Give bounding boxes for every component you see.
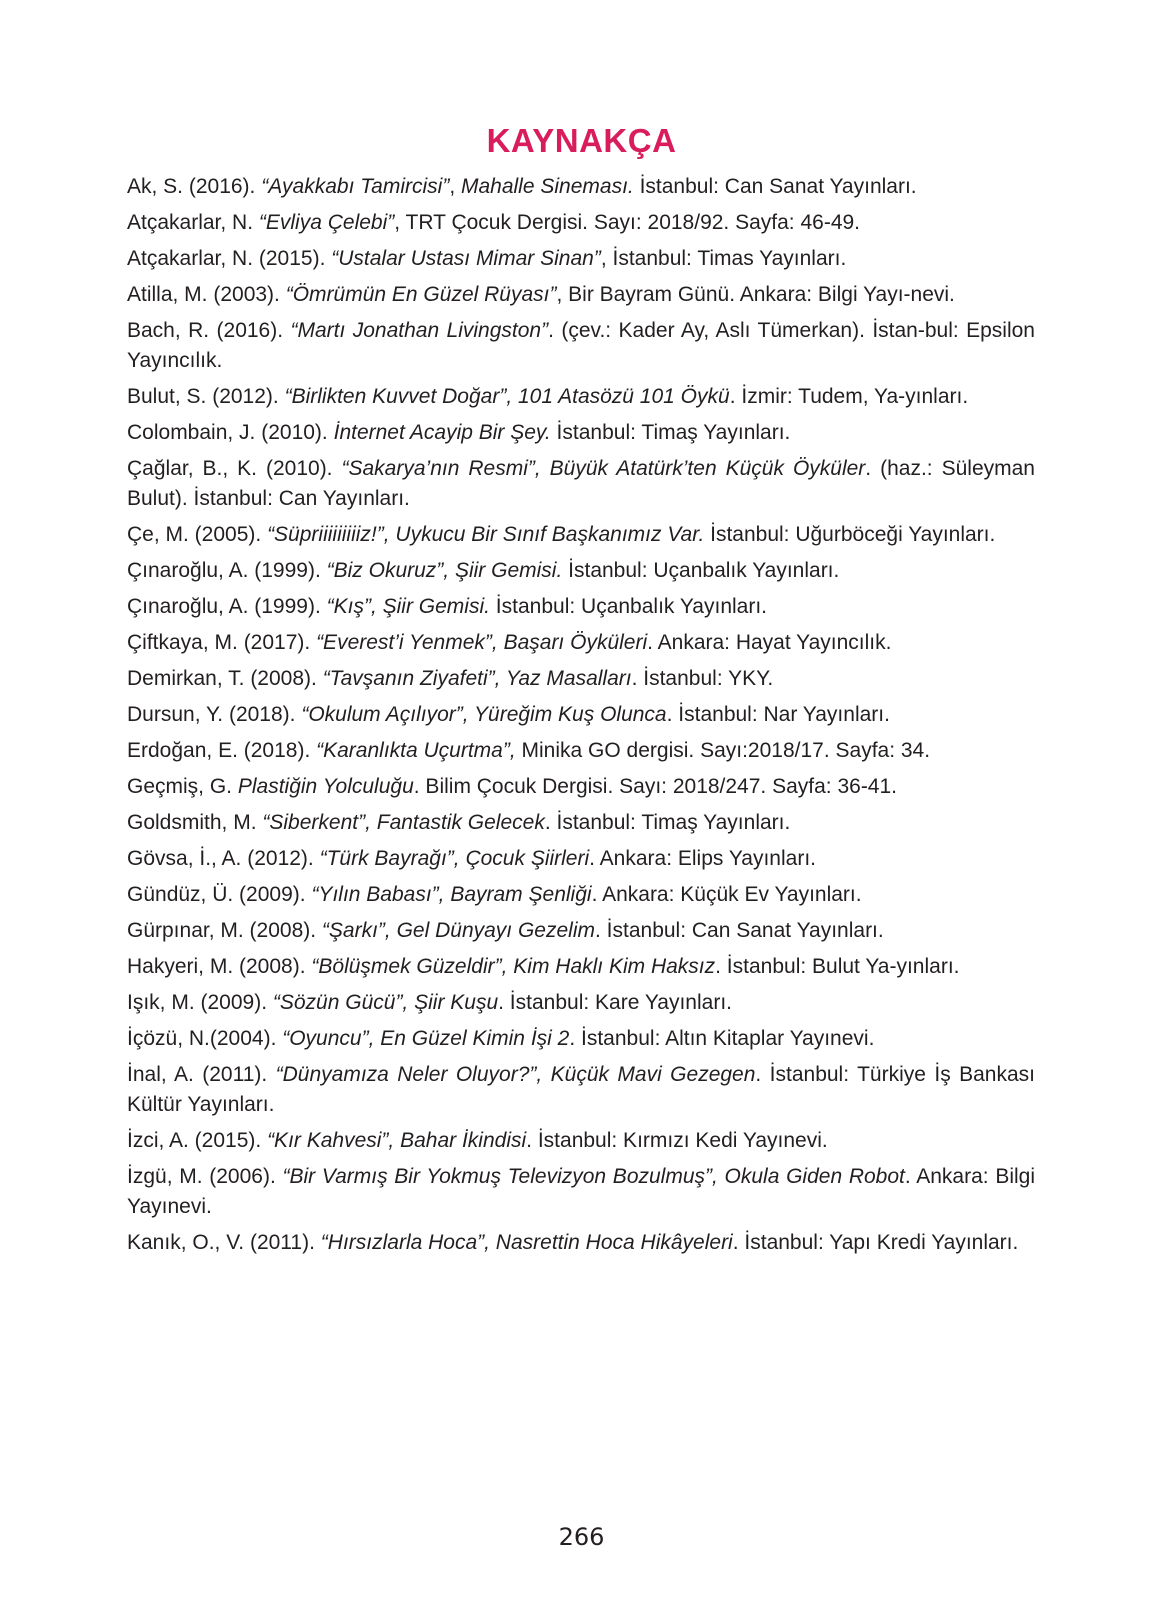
entry-title-italic: “Şarkı”, Gel Dünyayı Gezelim bbox=[321, 919, 595, 942]
entry-title-italic: “Okulum Açılıyor”, Yüreğim Kuş Olunca bbox=[301, 703, 667, 726]
entry-title-italic: “Ömrümün En Güzel Rüyası” bbox=[285, 283, 557, 306]
entry-text: Bach, R. (2016). bbox=[127, 319, 291, 342]
page-title: KAYNAKÇA bbox=[486, 122, 677, 159]
bibliography-entry bbox=[127, 382, 1035, 412]
entry-text: . İstanbul: Can Sanat Yayınları. bbox=[595, 919, 884, 942]
entry-text: Bulut, S. (2012). bbox=[127, 385, 285, 408]
entry-text: Dursun, Y. (2018). bbox=[127, 703, 302, 726]
entry-text: İstanbul: Uçanbalık Yayınları. bbox=[489, 595, 768, 618]
entry-text: İstanbul: Timaş Yayınları. bbox=[550, 421, 791, 444]
entry-text: Hakyeri, M. (2008). bbox=[127, 955, 312, 978]
entry-title-italic: “Biz Okuruz”, Şiir Gemisi. bbox=[326, 559, 563, 582]
entry-text: Atçakarlar, N. (2015). bbox=[127, 247, 332, 270]
entry-text: İçözü, N.(2004). bbox=[127, 1027, 283, 1050]
entry-text: , TRT Çocuk Dergisi. Sayı: 2018/92. Sayfa: 46-49. bbox=[394, 211, 861, 234]
entry-text: . (çev.: Kader Ay, Aslı Tümerkan). İstan-bul: Epsilon Yayıncılık. bbox=[127, 319, 1035, 372]
entry-text: Geçmiş, G. bbox=[127, 775, 238, 798]
bibliography-entry bbox=[127, 1060, 1035, 1120]
entry-text: . İstanbul: YKY. bbox=[631, 667, 774, 690]
bibliography-entry bbox=[127, 316, 1035, 376]
bibliography-entry bbox=[127, 520, 1035, 550]
bibliography-entry bbox=[127, 1228, 1035, 1258]
entry-text: Kanık, O., V. (2011). bbox=[127, 1231, 321, 1254]
entry-title-italic: “Sözün Gücü”, Şiir Kuşu bbox=[272, 991, 499, 1014]
entry-text: , İstanbul: Timas Yayınları. bbox=[600, 247, 847, 270]
entry-text: . İstanbul: Kare Yayınları. bbox=[498, 991, 732, 1014]
bibliography-entry bbox=[127, 952, 1035, 982]
entry-text: İstanbul: Uğurböceği Yayınları. bbox=[704, 523, 996, 546]
entry-text: İzgü, M. (2006). bbox=[127, 1165, 283, 1188]
entry-title-italic: “Türk Bayrağı”, Çocuk Şiirleri bbox=[319, 847, 590, 870]
entry-text: İstanbul: Can Sanat Yayınları. bbox=[633, 175, 917, 198]
entry-text: Gündüz, Ü. (2009). bbox=[127, 883, 312, 906]
bibliography-entry bbox=[127, 208, 1035, 238]
entry-text: Çınaroğlu, A. (1999). bbox=[127, 559, 327, 582]
entry-title-italic: “Evliya Çelebi” bbox=[258, 211, 395, 234]
entry-text: . İstanbul: Timaş Yayınları. bbox=[544, 811, 791, 834]
entry-title-italic: “Siberkent”, Fantastik Gelecek bbox=[262, 811, 545, 834]
entry-text: , bbox=[449, 175, 461, 198]
entry-text: Işık, M. (2009). bbox=[127, 991, 273, 1014]
entry-text: Gürpınar, M. (2008). bbox=[127, 919, 322, 942]
bibliography-entry bbox=[127, 808, 1035, 838]
entry-title-italic: “Sakarya’nın Resmi”, Büyük Atatürk’ten Küçük Öyküler bbox=[341, 457, 866, 480]
bibliography-entry bbox=[127, 664, 1035, 694]
entry-text: Demirkan, T. (2008). bbox=[127, 667, 323, 690]
entry-text: . İstanbul: Altın Kitaplar Yayınevi. bbox=[569, 1027, 875, 1050]
entry-text: Minika GO dergisi. Sayı:2018/17. Sayfa: 34. bbox=[515, 739, 931, 762]
entry-title-italic: “Ustalar Ustası Mimar Sinan” bbox=[331, 247, 601, 270]
entry-text: . İzmir: Tudem, Ya-yınları. bbox=[729, 385, 969, 408]
bibliography-entry bbox=[127, 916, 1035, 946]
bibliography-list bbox=[127, 172, 1035, 1264]
entry-text: Çe, M. (2005). bbox=[127, 523, 268, 546]
entry-text: Ak, S. (2016). bbox=[127, 175, 262, 198]
entry-text: Çınaroğlu, A. (1999). bbox=[127, 595, 327, 618]
entry-text: Çağlar, B., K. (2010). bbox=[127, 457, 342, 480]
entry-title-italic: “Birlikten Kuvvet Doğar”, 101 Atasözü 101 Öykü bbox=[284, 385, 730, 408]
entry-title-italic: “Kır Kahvesi”, Bahar İkindisi bbox=[267, 1129, 527, 1152]
bibliography-entry bbox=[127, 454, 1035, 514]
entry-text: . İstanbul: Yapı Kredi Yayınları. bbox=[732, 1231, 1019, 1254]
entry-text: . Ankara: Bilgi Yayınevi. bbox=[127, 1165, 1036, 1218]
bibliography-entry bbox=[127, 1162, 1035, 1222]
bibliography-entry bbox=[127, 418, 1035, 448]
entry-title-italic: “Oyuncu”, En Güzel Kimin İşi 2 bbox=[282, 1027, 570, 1050]
entry-title-italic: Plastiğin Yolculuğu bbox=[237, 775, 414, 798]
entry-title-italic: “Tavşanın Ziyafeti”, Yaz Masalları bbox=[322, 667, 632, 690]
entry-text: Atilla, M. (2003). bbox=[127, 283, 286, 306]
entry-text: Gövsa, İ., A. (2012). bbox=[127, 847, 320, 870]
bibliography-entry bbox=[127, 736, 1035, 766]
bibliography-entry bbox=[127, 172, 1035, 202]
entry-text: Colombain, J. (2010). bbox=[127, 421, 334, 444]
entry-text: . Ankara: Küçük Ev Yayınları. bbox=[591, 883, 862, 906]
bibliography-entry bbox=[127, 592, 1035, 622]
bibliography-entry bbox=[127, 1024, 1035, 1054]
entry-title-italic: “Bölüşmek Güzeldir”, Kim Haklı Kim Haksız bbox=[311, 955, 716, 978]
entry-title-italic: “Martı Jonathan Livingston” bbox=[290, 319, 549, 342]
entry-text: . Bilim Çocuk Dergisi. Sayı: 2018/247. Sayfa: 36-41. bbox=[413, 775, 898, 798]
entry-text: . İstanbul: Nar Yayınları. bbox=[666, 703, 890, 726]
entry-text: Çiftkaya, M. (2017). bbox=[127, 631, 317, 654]
bibliography-entry bbox=[127, 772, 1035, 802]
bibliography-entry bbox=[127, 988, 1035, 1018]
entry-title-italic: “Everest’i Yenmek”, Başarı Öyküleri bbox=[316, 631, 648, 654]
page-number: 266 bbox=[558, 1523, 605, 1551]
bibliography-entry bbox=[127, 628, 1035, 658]
entry-text: İnal, A. (2011). bbox=[127, 1063, 276, 1086]
entry-title-italic: “Bir Varmış Bir Yokmuş Televizyon Bozulmuş”, Okula Giden Robot bbox=[282, 1165, 905, 1188]
bibliography-entry bbox=[127, 556, 1035, 586]
bibliography-entry bbox=[127, 844, 1035, 874]
entry-title-italic: İnternet Acayip Bir Şey. bbox=[333, 421, 551, 444]
entry-text: . İstanbul: Türkiye İş Bankası Kültür Yayınları. bbox=[127, 1063, 1035, 1116]
bibliography-entry bbox=[127, 280, 1035, 310]
entry-text: Atçakarlar, N. bbox=[127, 211, 259, 234]
entry-title-italic: “Kış”, Şiir Gemisi. bbox=[326, 595, 490, 618]
bibliography-entry bbox=[127, 880, 1035, 910]
bibliography-entry bbox=[127, 700, 1035, 730]
entry-text: , Bir Bayram Günü. Ankara: Bilgi Yayı-nevi. bbox=[556, 283, 955, 306]
bibliography-entry bbox=[127, 1126, 1035, 1156]
entry-text: . Ankara: Elips Yayınları. bbox=[589, 847, 816, 870]
entry-text: . (haz.: Süleyman Bulut). İstanbul: Can Yayınları. bbox=[127, 457, 1035, 510]
entry-text: . İstanbul: Kırmızı Kedi Yayınevi. bbox=[526, 1129, 828, 1152]
entry-title-italic: “Süpriiiiiiiiiz!”, Uykucu Bir Sınıf Başkanımız Var. bbox=[267, 523, 705, 546]
entry-title-italic: Mahalle Sineması. bbox=[460, 175, 634, 198]
bibliography-entry bbox=[127, 244, 1035, 274]
entry-text: Erdoğan, E. (2018). bbox=[127, 739, 317, 762]
entry-title-italic: “Yılın Babası”, Bayram Şenliği bbox=[311, 883, 592, 906]
entry-title-italic: “Dünyamıza Neler Oluyor?”, Küçük Mavi Gezegen bbox=[275, 1063, 756, 1086]
entry-text: . Ankara: Hayat Yayıncılık. bbox=[647, 631, 892, 654]
entry-text: Goldsmith, M. bbox=[127, 811, 263, 834]
entry-text: . İstanbul: Bulut Ya-yınları. bbox=[715, 955, 960, 978]
entry-title-italic: “Karanlıkta Uçurtma”, bbox=[316, 739, 516, 762]
entry-title-italic: “Ayakkabı Tamircisi” bbox=[261, 175, 450, 198]
entry-text: İzci, A. (2015). bbox=[127, 1129, 268, 1152]
entry-title-italic: “Hırsızlarla Hoca”, Nasrettin Hoca Hikâyeleri bbox=[320, 1231, 733, 1254]
entry-text: İstanbul: Uçanbalık Yayınları. bbox=[562, 559, 840, 582]
